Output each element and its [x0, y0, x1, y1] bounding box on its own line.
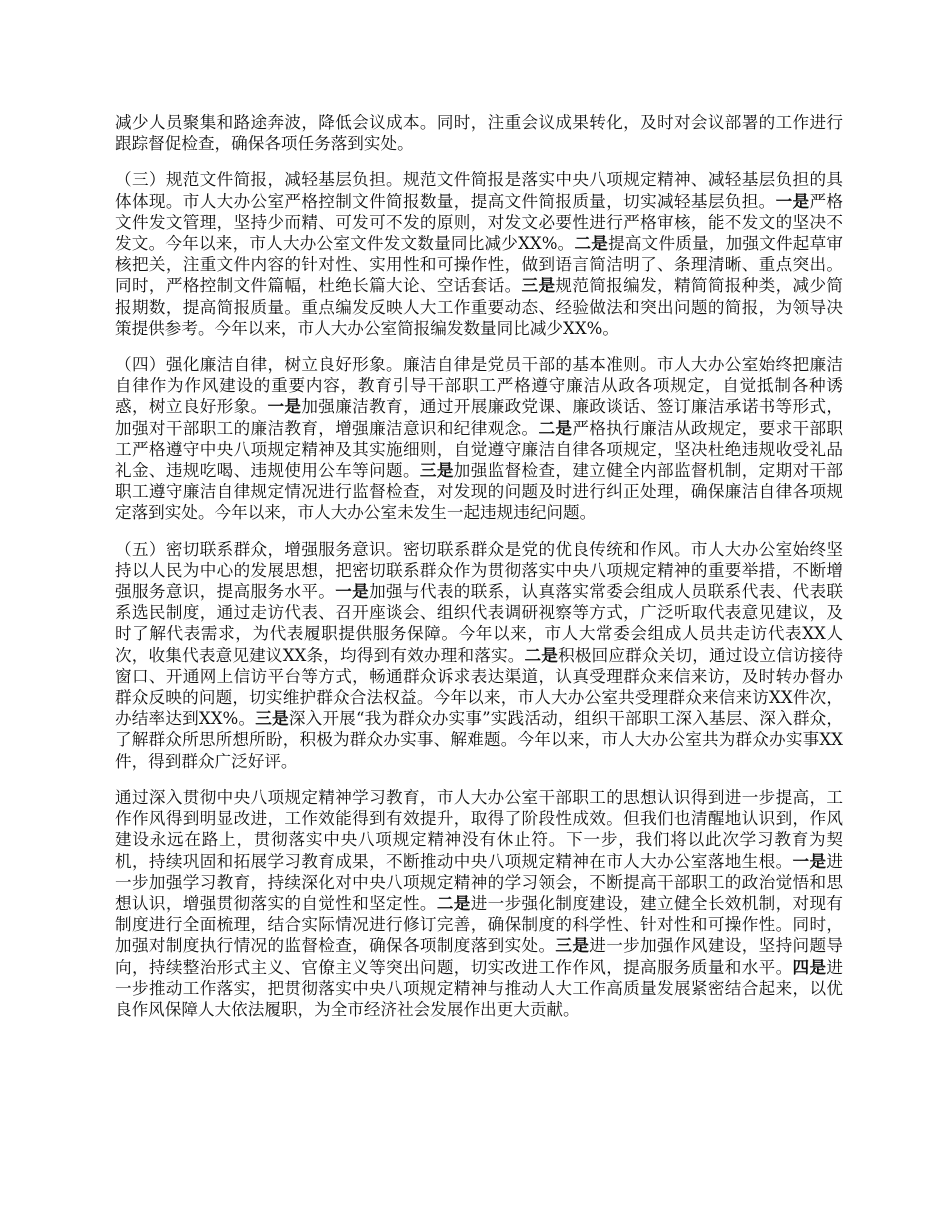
text-segment: 规范简报编发，精简简报种类，减少简报期数，提高简报质量。重点编发反映人大工作重要动态、经验做法和突出问题的简报，为领导决策提供参考。今年以来，市人大办公室简报编发数量同比减少XX%。 — [115, 276, 844, 338]
point-label: 四是 — [792, 956, 827, 977]
text-segment: 加强监督检查，建立健全内部监督机制，定期对干部职工遵守廉洁自律规定情况进行监督检查，对发现的问题及时进行纠正处理，确保廉洁自律各项规定落到实处。今年以来，市人大办公室未发生一起违规违纪问题。 — [115, 461, 844, 523]
point-label: 三是 — [255, 708, 289, 729]
text-segment: 严格执行廉洁从政规定，要求干部职工严格遵守中央八项规定精神及其实施细则，自觉遵守廉洁自律各项规定，坚决杜绝违规收受礼品礼金、违规吃喝、违规使用公车等问题。 — [115, 418, 844, 481]
point-label: 三是 — [521, 275, 556, 296]
paragraph-section-four-integrity — [115, 354, 843, 524]
text-segment: 进一步推动工作落实，把贯彻落实中央八项规定精神与推动人大工作高质量发展紧密结合起来，以优良作风保障人大依法履职，为全市经济社会发展作出更大贡献。 — [115, 957, 844, 1019]
text-segment: 进一步强化制度建设，建立健全长效机制，对现有制度进行全面梳理，结合实际情况进行修订完善，确保制度的科学性、针对性和可操作性。同时，加强对制度执行情况的监督检查，确保各项制度落到实处。 — [115, 893, 844, 956]
paragraph-section-three-documents — [115, 169, 843, 339]
paragraph-section-five-masses — [115, 539, 843, 772]
text-segment: 严格文件发文管理，坚持少而精、可发可不发的原则，对发文必要性进行严格审核，能不发文的坚决不发文。今年以来，市人大办公室文件发文数量同比减少XX%。 — [115, 191, 844, 254]
text-segment: 进一步加强作风建设，坚持问题导向，持续整治形式主义、官僚主义等突出问题，切实改进工作作风，提高服务质量和水平。 — [115, 936, 844, 977]
point-label: 二是 — [538, 417, 573, 438]
point-label: 二是 — [524, 644, 559, 665]
point-label: 一是 — [792, 850, 827, 871]
text-segment: （三）规范文件简报，减轻基层负担。规范文件简报是落实中央八项规定精神、减轻基层负担的具体体现。市人大办公室严格控制文件简报数量，提高文件简报质量，切实减轻基层负担。 — [115, 170, 843, 211]
text-segment: 深入开展“我为群众办实事”实践活动，组织干部职工深入基层、深入群众，了解群众所思所想所盼，积极为群众办实事、解难题。今年以来，市人大办公室共为群众办实事XX件，得到群众广泛好评。 — [115, 709, 843, 771]
text-segment: （四）强化廉洁自律，树立良好形象。廉洁自律是党员干部的基本准则。市人大办公室始终把廉洁自律作为作风建设的重要内容，教育引导干部职工严格遵守廉洁从政各项规定，自觉抵制各种诱惑，树立良好形象。 — [115, 355, 843, 417]
text-segment: 加强与代表的联系，认真落实常委会组成人员联系代表、代表联系选民制度，通过走访代表、召开座谈会、组织代表调研视察等方式，广泛听取代表意见建议，及时了解代表需求，为代表履职提供服务保障。今年以来，市人大常委会组成人员共走访代表XX人次，收集代表意见建议XX条，均得到有效办理和落实。 — [115, 582, 844, 665]
point-label: 一是 — [267, 396, 302, 417]
paragraph-meeting-conclusion — [115, 112, 843, 154]
text-segment: 通过深入贯彻中央八项规定精神学习教育，市人大办公室干部职工的思想认识得到进一步提高，工作作风得到明显改进，工作效能得到有效提升，取得了阶段性成效。但我们也清醒地认识到，作风建设永远在路上，贯彻落实中央八项规定精神没有休止符。下一步，我们将以此次学习教育为契机，持续巩固和拓展学习教育成果，不断推动中央八项规定精神在市人大办公室落地生根。 — [115, 787, 843, 871]
point-label: 三是 — [555, 935, 590, 956]
document-body — [115, 112, 843, 1035]
point-label: 一是 — [775, 190, 810, 211]
point-label: 二是 — [574, 233, 609, 254]
paragraph-summary-next-steps — [115, 787, 843, 1020]
text-segment: 加强廉洁教育，通过开展廉政党课、廉政谈话、签订廉洁承诺书等形式，加强对干部职工的廉洁教育，增强廉洁意识和纪律观念。 — [115, 397, 844, 438]
text-segment: 积极回应群众关切，通过设立信访接待窗口、开通网上信访平台等方式，畅通群众诉求表达渠道，认真受理群众来信来访，及时转办督办群众反映的问题，切实维护群众合法权益。今年以来，市人大办公室共受理群众来信来访XX件次，办结率达到XX%。 — [115, 645, 843, 729]
point-label: 三是 — [419, 460, 454, 481]
text-segment: 进一步加强学习教育，持续深化对中央八项规定精神的学习领会，不断提高干部职工的政治觉悟和思想认识，增强贯彻落实的自觉性和坚定性。 — [115, 851, 844, 913]
text-segment: 减少人员聚集和路途奔波，降低会议成本。同时，注重会议成果转化，及时对会议部署的工作进行跟踪督促检查，确保各项任务落到实处。 — [115, 113, 843, 154]
point-label: 二是 — [436, 892, 471, 913]
point-label: 一是 — [335, 581, 370, 602]
text-segment: （五）密切联系群众，增强服务意识。密切联系群众是党的优良传统和作风。市人大办公室始终坚持以人民为中心的发展思想，把密切联系群众作为贯彻落实中央八项规定精神的重要举措，不断增强服务意识，提高服务水平。 — [115, 539, 843, 602]
text-segment: 提高文件质量，加强文件起草审核把关，注重文件内容的针对性、实用性和可操作性，做到语言简洁明了、条理清晰、重点突出。同时，严格控制文件篇幅，杜绝长篇大论、空话套话。 — [115, 234, 843, 296]
